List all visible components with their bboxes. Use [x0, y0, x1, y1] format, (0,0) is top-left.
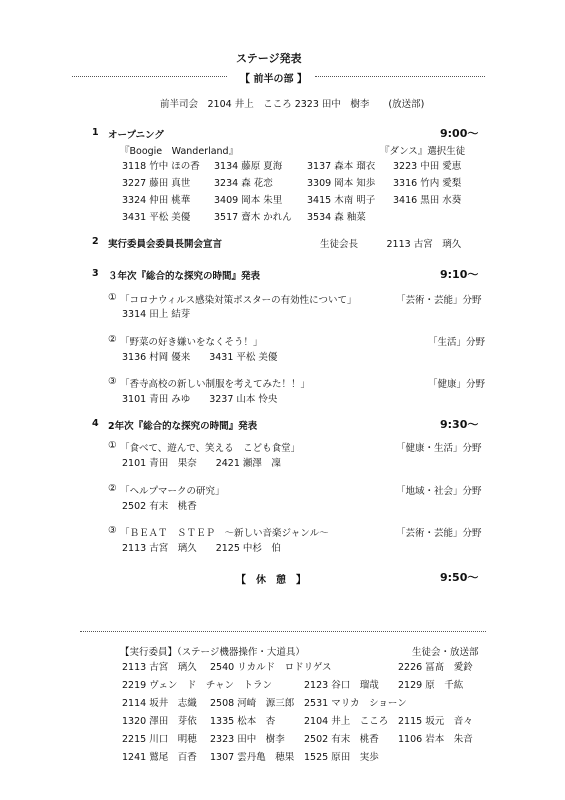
member-name: 3316 竹内 愛梨 — [393, 178, 462, 189]
committee-member: 2531 マリカ ショーン — [304, 698, 407, 709]
member-name: 3415 木南 明子 — [307, 195, 376, 206]
part-label: 【 前半の部 】 — [240, 74, 307, 85]
item-marker: ② — [108, 334, 117, 345]
song-note: 『ダンス』選択生徒 — [380, 146, 466, 157]
member-name: 3134 藤原 夏海 — [214, 161, 283, 172]
presentation-title: 「野菜の好き嫌いをなくそう！」 — [120, 337, 263, 348]
committee-member — [398, 695, 488, 709]
presentation-title: 「コロナウィルス感染対策ポスターの有効性について」 — [120, 295, 357, 306]
section-title: ３年次『総合的な探究の時間』発表 — [108, 271, 261, 282]
item-marker: ③ — [108, 376, 117, 387]
presenter-names: 3136 村岡 優来 3431 平松 美優 — [122, 352, 278, 363]
member-name: 3227 藤田 真世 — [122, 178, 191, 189]
committee-member: 2113 古宮 璃久 — [122, 662, 197, 673]
presentation-field: 「健康・生活」分野 — [396, 443, 482, 454]
member-name: 3223 中田 愛恵 — [393, 161, 462, 172]
presentation-field: 「芸術・芸能」分野 — [396, 528, 482, 539]
member-name: 3137 森本 瑠衣 — [307, 161, 376, 172]
presenter-names: 2113 古宮 璃久 2125 中杉 伯 — [122, 543, 281, 554]
song-title: 『Boogie Wanderland』 — [120, 146, 239, 157]
committee-member: 1335 松本 杏 — [210, 716, 276, 727]
presentation-field: 「健康」分野 — [428, 379, 486, 390]
committee-member: 2540 リカルド ロドリゲス — [210, 662, 332, 673]
presentation-title: 「ＢＥＡＴ ＳＴＥＰ ～新しい音楽ジャンル～ — [120, 528, 329, 539]
break-label: 【 休 憩 】 — [236, 575, 306, 586]
member-name: 3416 黒田 水葵 — [393, 195, 462, 206]
presentation-field: 「生活」分野 — [428, 337, 486, 348]
committee-member: 2226 冨髙 愛鈴 — [398, 662, 473, 673]
presentation-title: 「ヘルプマークの研究」 — [120, 486, 225, 497]
break-time: 9:50～ — [440, 571, 479, 584]
presenter-names: 2502 有末 桃香 — [122, 501, 197, 512]
member-name: 3409 岡本 朱里 — [214, 195, 283, 206]
section-time: 9:10～ — [440, 268, 479, 281]
member-name: 3234 森 花恋 — [214, 178, 273, 189]
section-number: 4 — [92, 418, 99, 429]
divider — [80, 631, 486, 632]
committee-member: 2115 坂元 音々 — [398, 716, 473, 727]
member-name: 3324 仲田 桃華 — [122, 195, 191, 206]
presentation-field: 「地域・社会」分野 — [396, 486, 482, 497]
presenter-names: 2101 青田 果奈 2421 瀬澤 凜 — [122, 458, 281, 469]
mc-line: 前半司会 2104 井上 こころ 2323 田中 樹李 (放送部) — [160, 99, 425, 110]
committee-member: 2219 ヴェン ド チャン トラン — [122, 680, 273, 691]
member-list — [122, 158, 483, 223]
section-title: 実行委員会委員長開会宣言 — [108, 239, 223, 250]
item-marker: ③ — [108, 525, 117, 536]
committee-member: 2508 河崎 源三郎 — [210, 698, 295, 709]
section-number: 1 — [92, 127, 99, 138]
presenter-names: 3101 青田 みゆ 3237 山本 怜央 — [122, 394, 278, 405]
item-marker: ① — [108, 292, 117, 303]
committee-member: 2123 谷口 瑠哉 — [304, 680, 379, 691]
member-name: 3517 齋木 かれん — [214, 212, 292, 223]
section-time: 9:30～ — [440, 418, 479, 431]
presentation-title: 「食べて、遊んで、笑える こども食堂」 — [120, 443, 301, 454]
item-marker: ① — [108, 440, 117, 451]
member-name: 3309 岡本 知歩 — [307, 178, 376, 189]
committee-member: 2215 川口 明穂 — [122, 734, 197, 745]
committee-member: 1241 鷲尾 百香 — [122, 752, 197, 763]
presentation-title: 「香寺高校の新しい制服を考えてみた！！」 — [120, 379, 311, 390]
committee-member: 2114 坂井 志織 — [122, 698, 197, 709]
committee-member: 1307 雲丹亀 穂果 — [210, 752, 295, 763]
committee-heading-right: 生徒会・放送部 — [412, 647, 479, 658]
committee-member: 2323 田中 樹李 — [210, 734, 285, 745]
committee-member: 1525 原田 実歩 — [304, 752, 379, 763]
committee-member: 1320 澤田 芽依 — [122, 716, 197, 727]
member-name — [393, 209, 483, 223]
committee-heading: 【実行委員】（ステージ機器操作・大道具） — [120, 647, 305, 658]
committee-member — [398, 749, 488, 763]
presentation-field: 「芸術・芸能」分野 — [396, 295, 482, 306]
committee-member: 1106 岩本 朱音 — [398, 734, 473, 745]
committee-member — [304, 659, 398, 673]
section-number: 3 — [92, 268, 99, 279]
divider — [72, 76, 227, 77]
speaker: 生徒会長 2113 古宮 璃久 — [320, 239, 462, 250]
committee-member: 2502 有末 桃香 — [304, 734, 379, 745]
section-time: 9:00～ — [440, 127, 479, 140]
member-name: 3431 平松 美優 — [122, 212, 191, 223]
item-marker: ② — [108, 483, 117, 494]
presenter-names: 3314 田上 結芽 — [122, 309, 191, 320]
member-name: 3118 竹中 ほの香 — [122, 161, 200, 172]
section-title: 2年次『総合的な探究の時間』発表 — [108, 421, 258, 432]
member-name: 3534 森 釉菜 — [307, 212, 366, 223]
page-title: ステージ発表 — [236, 52, 302, 65]
section-number: 2 — [92, 236, 99, 247]
divider — [315, 76, 485, 77]
committee-member: 2129 原 千紘 — [398, 680, 464, 691]
section-title: オープニング — [108, 130, 164, 141]
committee-member: 2104 井上 こころ — [304, 716, 389, 727]
committee-list — [122, 659, 488, 763]
